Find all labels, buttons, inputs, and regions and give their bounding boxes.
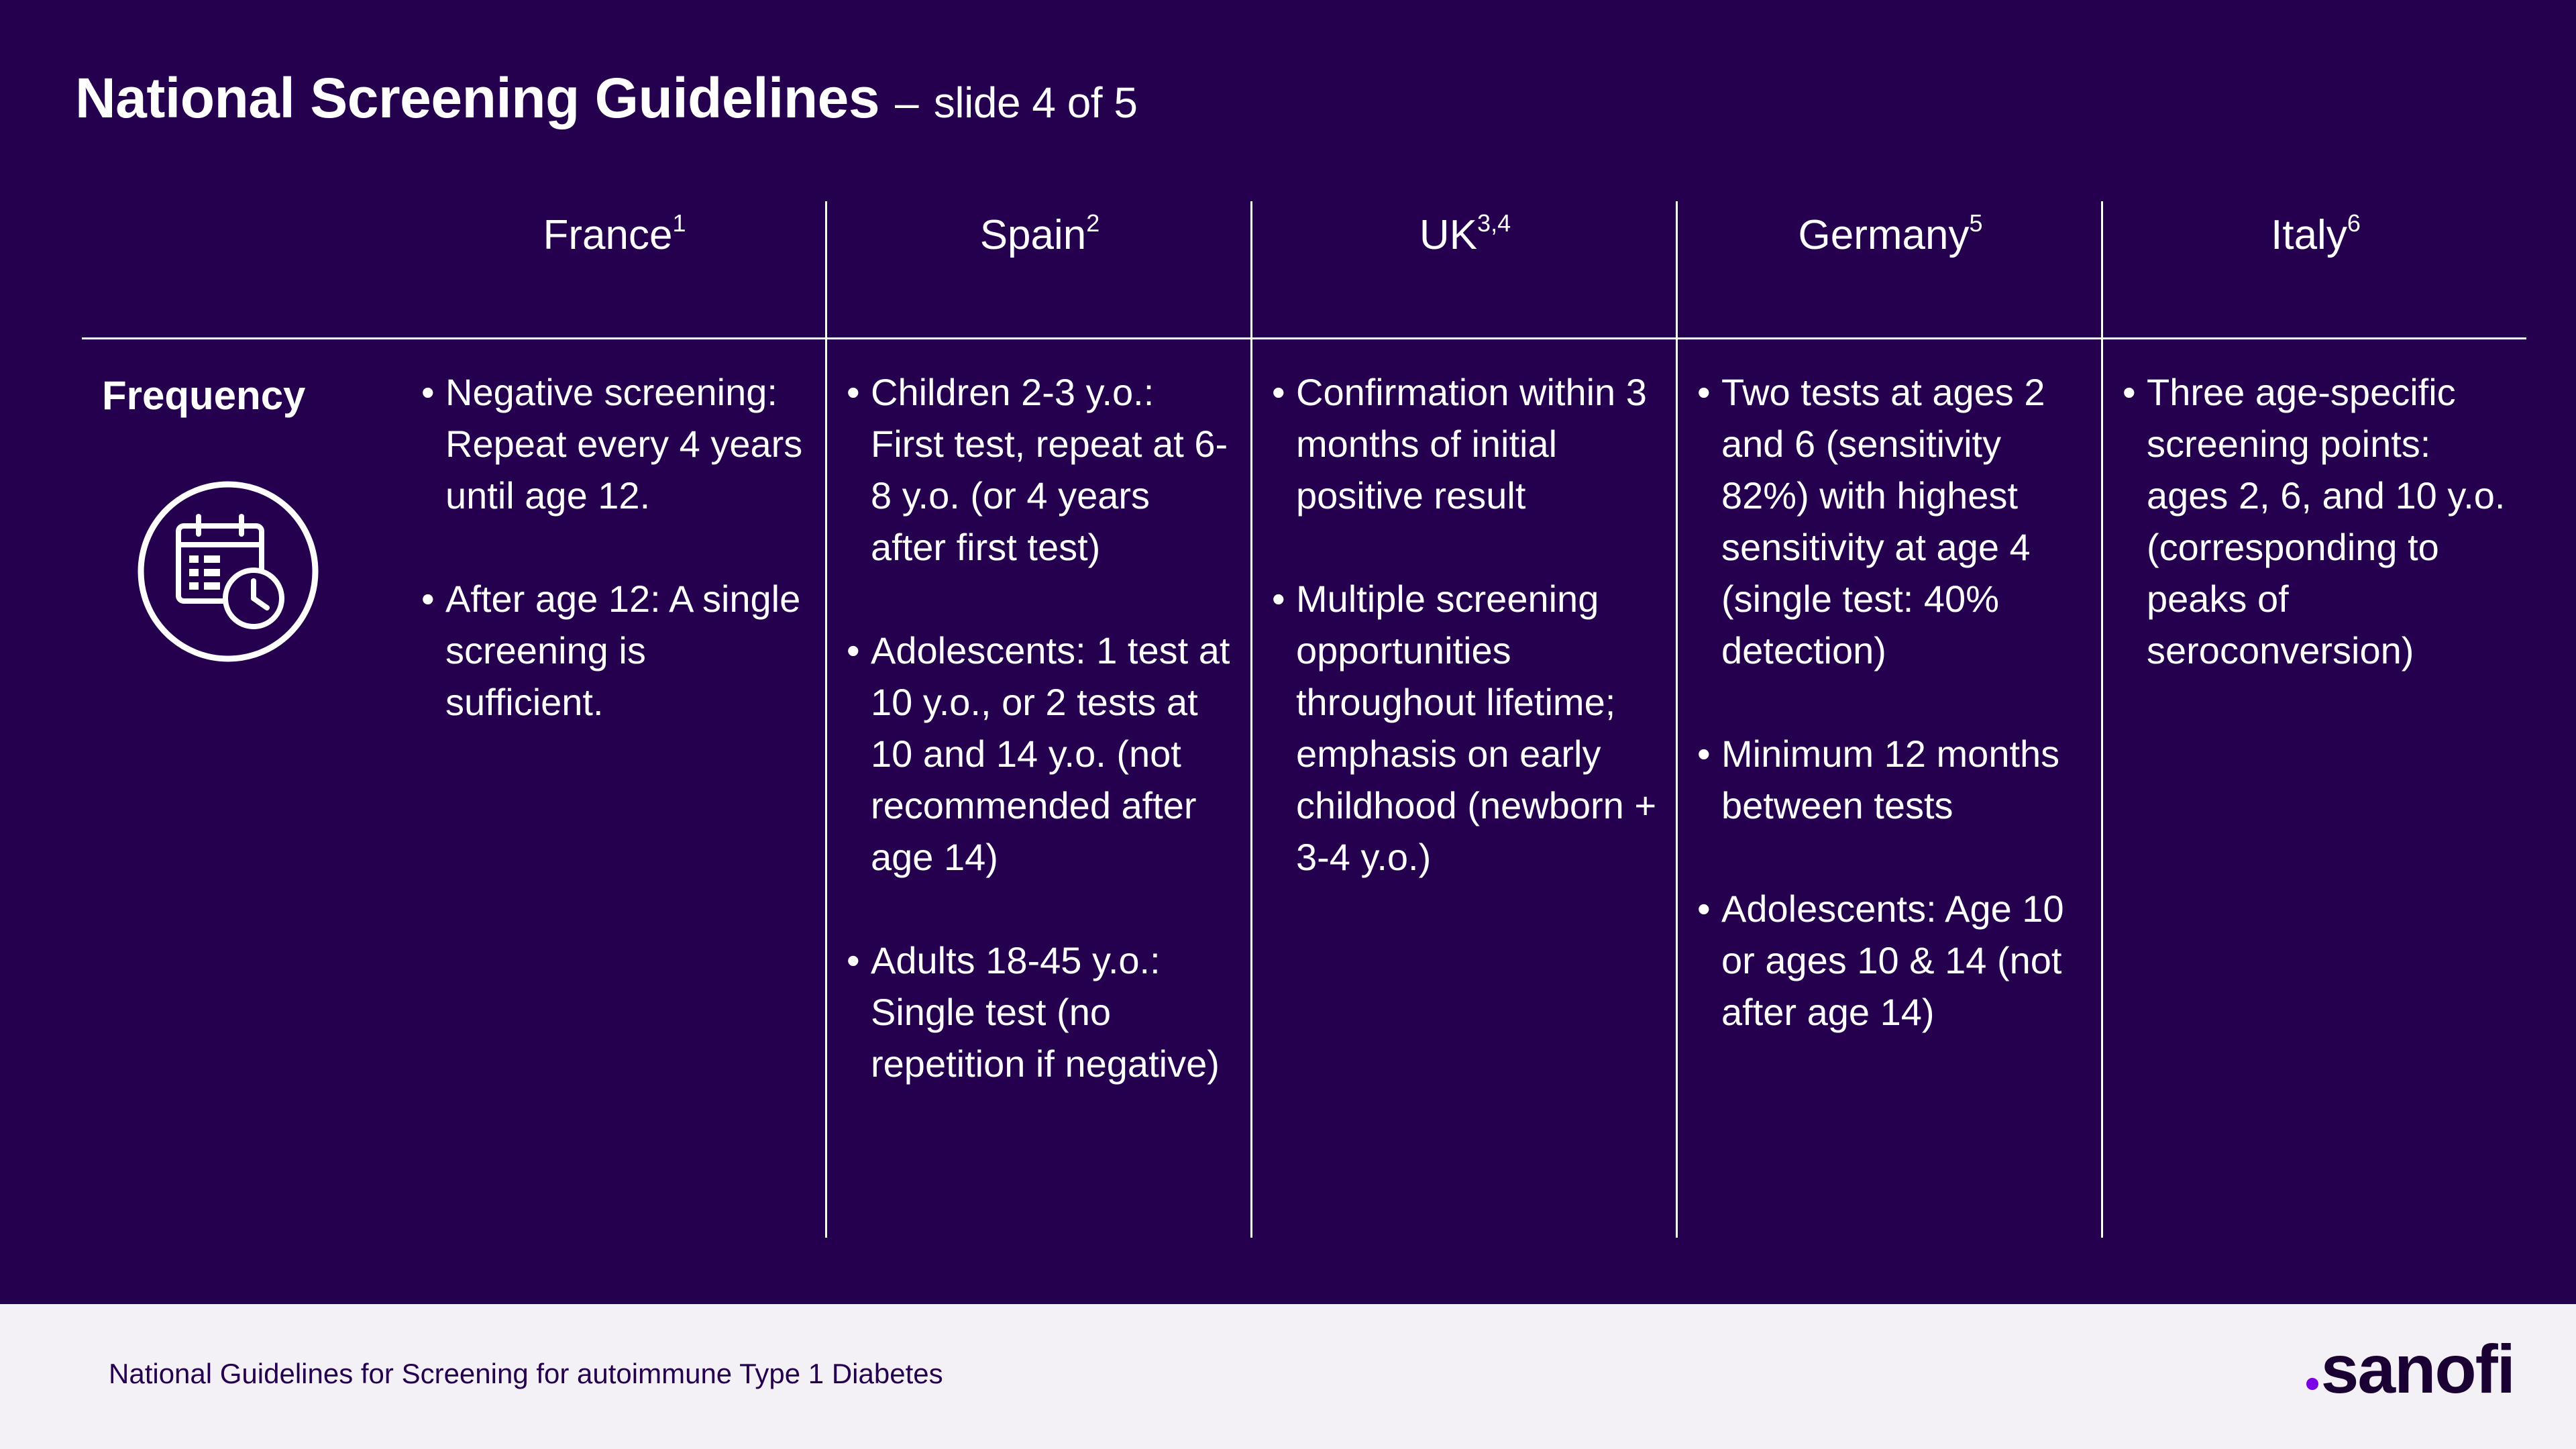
list-item: • Adolescents: 1 test at 10 y.o., or 2 tests at 10 and 14 y.o. (not recommended after age 14): [847, 625, 1230, 883]
list-item: • Adults 18-45 y.o.: Single test (no repetition if negative): [847, 934, 1230, 1089]
column-name: Germany: [1798, 212, 1970, 258]
title-subtitle: slide 4 of 5: [933, 78, 1138, 127]
column-divider: [825, 201, 827, 1238]
header-divider: [82, 337, 2526, 339]
title-main: National Screening Guidelines: [75, 66, 880, 129]
column-header-uk: [1253, 205, 1677, 266]
column-name: France: [543, 212, 673, 258]
sanofi-logo: [2306, 1331, 2514, 1407]
title-dash: –: [894, 78, 919, 127]
slide-title: [75, 67, 1137, 129]
logo-dot-icon: [2306, 1378, 2318, 1390]
column-header-germany: [1678, 205, 2102, 266]
cell-uk: [1272, 366, 1661, 934]
cell-germany: [1697, 366, 2081, 1089]
list-item: • Minimum 12 months between tests: [1697, 728, 2081, 831]
list-item: • After age 12: A single screening is sufficient.: [421, 573, 804, 728]
column-name: Italy: [2271, 212, 2347, 258]
column-divider: [1250, 201, 1252, 1238]
footnote-ref: 1: [672, 209, 686, 237]
column-divider: [2101, 201, 2103, 1238]
list-item: • Multiple screening opportunities throughout lifetime; emphasis on early childhood (newborn + 3-4 y.o.): [1272, 573, 1661, 883]
footnote-ref: 5: [1969, 209, 1983, 237]
footer-text: National Guidelines for Screening for autoimmune Type 1 Diabetes: [109, 1358, 943, 1389]
column-header-france: [402, 205, 826, 266]
list-item: • Children 2-3 y.o.: First test, repeat at 6-8 y.o. (or 4 years after first test): [847, 366, 1230, 573]
list-item: • Adolescents: Age 10 or ages 10 & 14 (not after age 14): [1697, 883, 2081, 1038]
calendar-clock-icon: [137, 480, 319, 663]
footer: [0, 1304, 2576, 1449]
list-item: • Negative screening: Repeat every 4 years until age 12.: [421, 366, 804, 521]
footnote-ref: 2: [1086, 209, 1100, 237]
footnote-ref: 6: [2347, 209, 2361, 237]
logo-text: sanofi: [2320, 1331, 2514, 1407]
list-item: • Two tests at ages 2 and 6 (sensitivity 82%) with highest sensitivity at age 4 (single test: 40% detection): [1697, 366, 2081, 676]
list-item: • Confirmation within 3 months of initial positive result: [1272, 366, 1661, 521]
column-header-italy: [2104, 205, 2528, 266]
row-label-frequency: Frequency: [102, 373, 306, 418]
column-name: UK: [1419, 212, 1478, 258]
cell-italy: [2123, 366, 2506, 728]
column-divider: [1676, 201, 1678, 1238]
cell-france: [421, 366, 804, 780]
footnote-ref: 3,4: [1477, 209, 1511, 237]
list-item: • Three age-specific screening points: ages 2, 6, and 10 y.o. (corresponding to peaks of seroconversion): [2123, 366, 2506, 676]
column-header-spain: [828, 205, 1252, 266]
column-name: Spain: [979, 212, 1087, 258]
cell-spain: [847, 366, 1230, 1141]
